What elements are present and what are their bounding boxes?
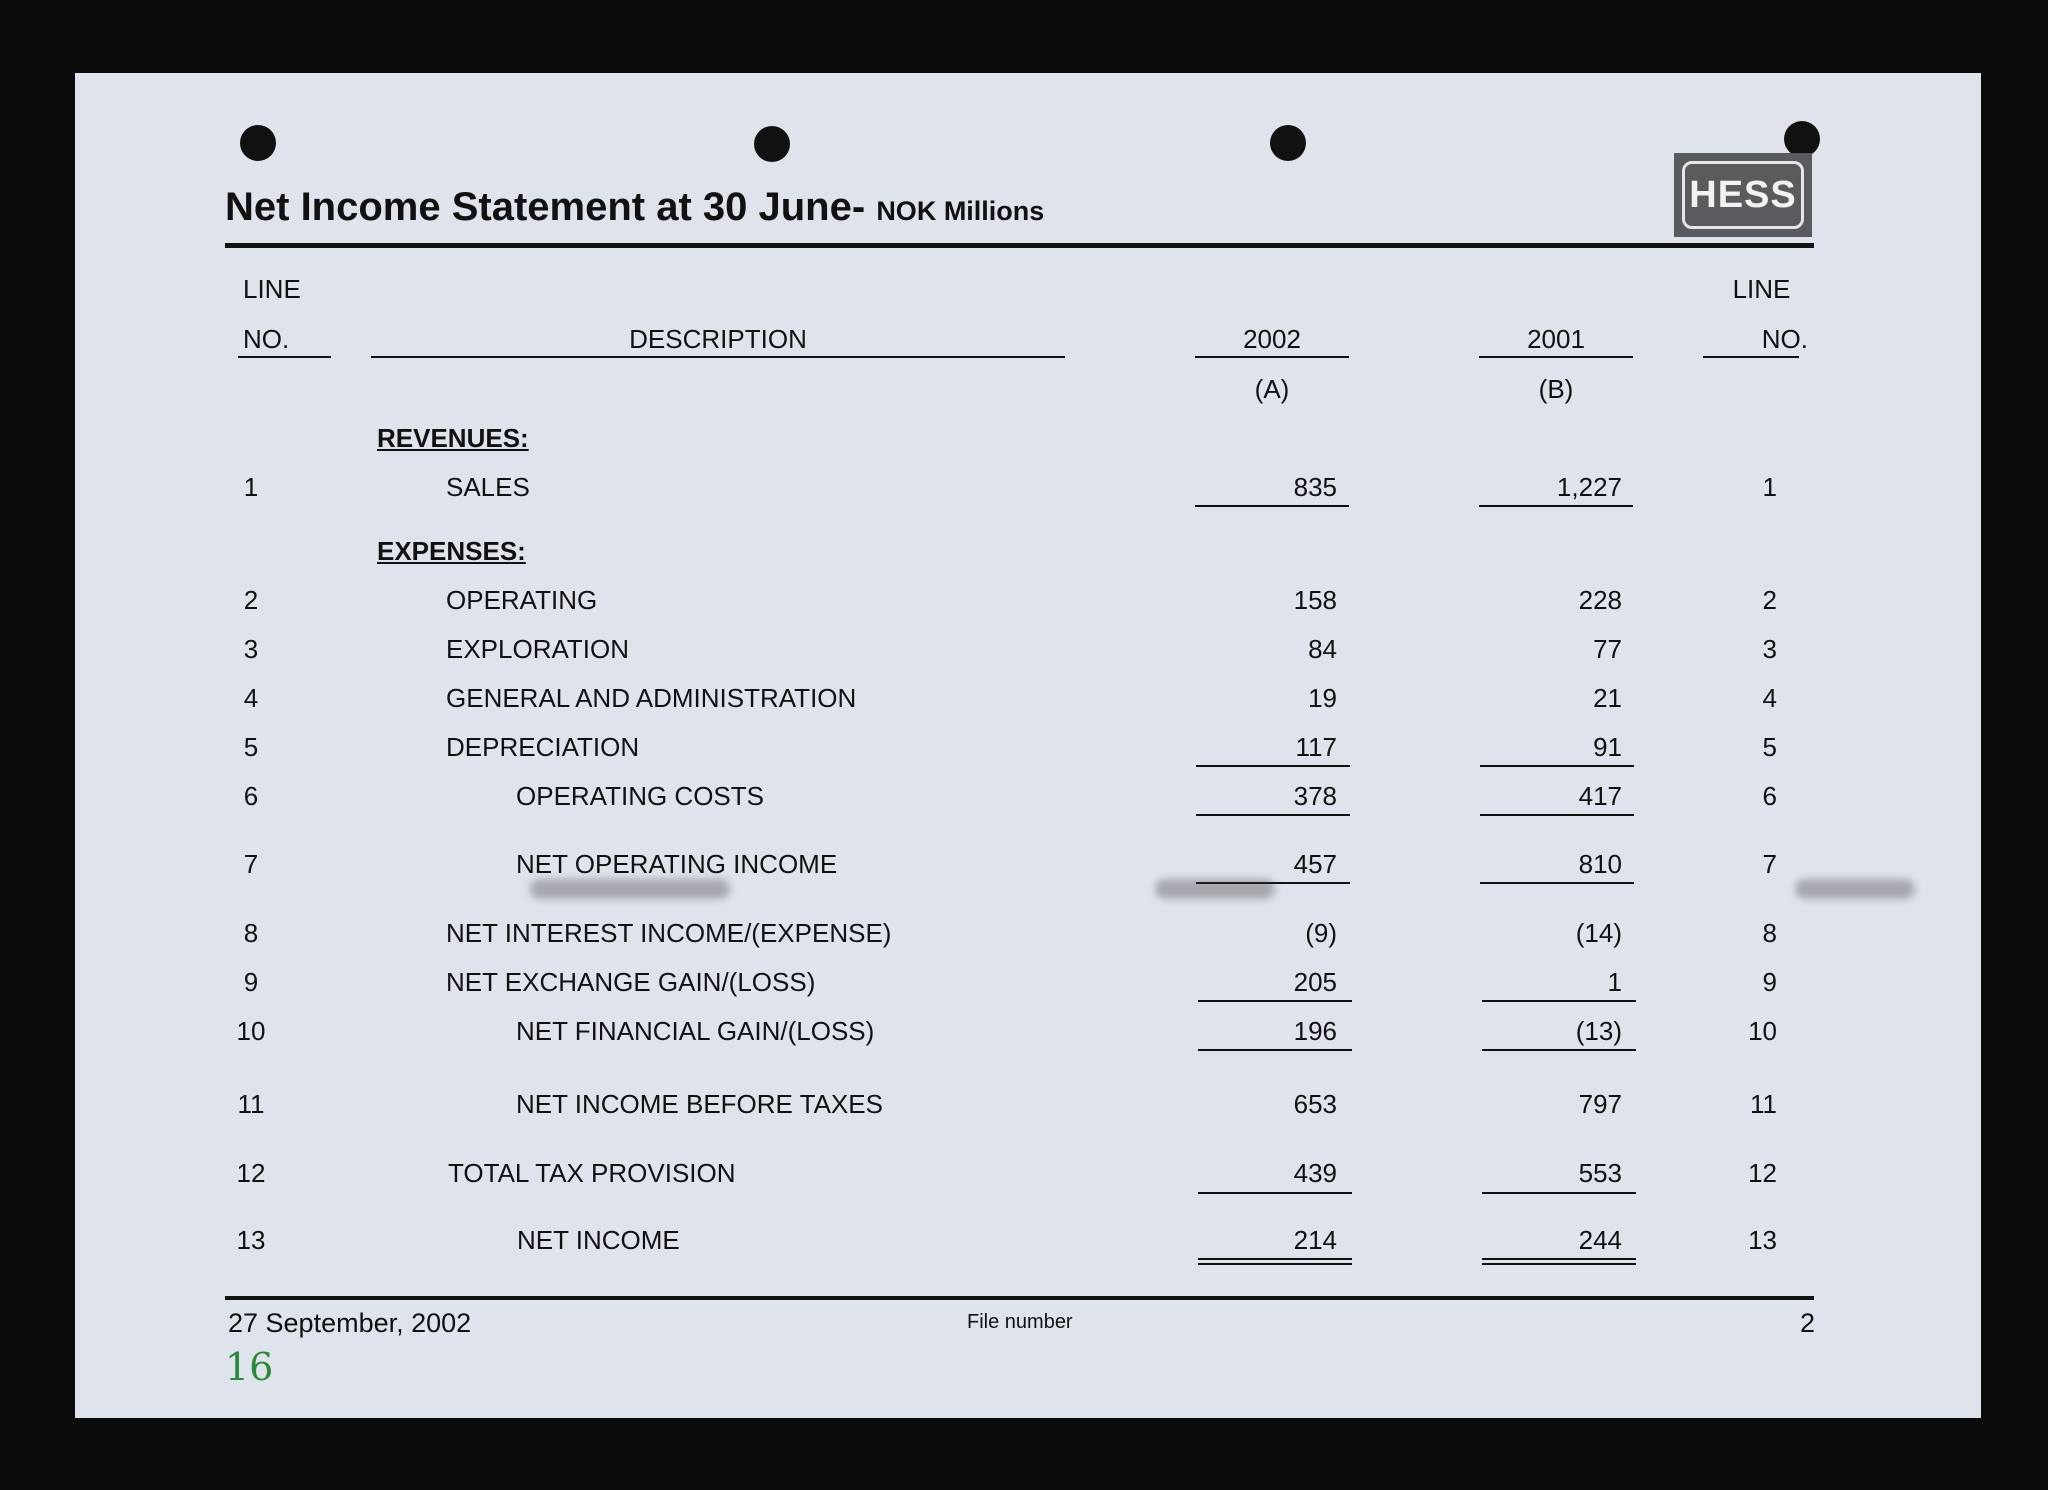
line-no-right: 2 [1762,585,1777,615]
value-2001: 1 [1607,967,1622,997]
punch-hole [1270,125,1306,161]
underline [1195,356,1349,358]
underline [1480,814,1634,816]
value-2002: 196 [1293,1016,1337,1046]
row-description: GENERAL AND ADMINISTRATION [446,683,857,713]
line-no-left: 8 [243,918,259,948]
value-2001: 797 [1578,1089,1622,1119]
logo-frame [1682,161,1804,229]
line-no-right: 5 [1762,732,1777,762]
title-main: Net Income Statement at 30 June- [225,185,866,229]
section-expenses: EXPENSES: [377,536,526,566]
document-page [75,73,1981,1418]
handwritten-note: 16 [225,1345,274,1389]
line-no-left: 6 [243,781,259,811]
row-description: NET EXCHANGE GAIN/(LOSS) [446,967,816,997]
underline [1479,505,1633,507]
header-no-right: NO. [1761,324,1808,354]
row-description: NET INCOME BEFORE TAXES [516,1089,883,1119]
double-underline [1482,1258,1636,1260]
value-2002: 84 [1308,634,1337,664]
value-2002: 835 [1293,472,1337,502]
line-no-left: 11 [237,1089,265,1119]
underline [1196,765,1350,767]
line-no-left: 13 [236,1225,266,1255]
value-2002: 214 [1293,1225,1337,1255]
row-description: OPERATING COSTS [516,781,764,811]
scan-smudge [530,879,730,899]
underline [1196,814,1350,816]
value-2002: 117 [1295,732,1337,762]
value-2001: 77 [1593,634,1622,664]
line-no-right: 12 [1748,1158,1777,1188]
underline [1480,765,1634,767]
value-2001: 244 [1578,1225,1622,1255]
line-no-left: 2 [243,585,259,615]
value-2002: 378 [1293,781,1337,811]
line-no-left: 4 [243,683,259,713]
line-no-right: 1 [1762,472,1777,502]
underline [1482,1000,1636,1002]
underline [238,356,331,358]
scan-smudge [1795,879,1915,899]
value-2002: 19 [1308,683,1337,713]
header-no-left: NO. [243,324,290,354]
value-2001: 810 [1578,849,1622,879]
value-2002: 457 [1293,849,1337,879]
line-no-left: 1 [243,472,259,502]
line-no-right: 8 [1762,918,1777,948]
double-underline [1482,1263,1636,1265]
line-no-left: 9 [243,967,259,997]
value-2001: 417 [1578,781,1622,811]
value-2001: (13) [1575,1016,1622,1046]
header-line-right: LINE [1732,274,1791,304]
punch-hole [754,126,790,162]
footer-date: 27 September, 2002 [228,1308,472,1338]
value-2002: 158 [1293,585,1337,615]
line-no-right: 13 [1748,1225,1777,1255]
line-no-right: 9 [1762,967,1777,997]
underline [1703,356,1799,358]
header-col-b-tag: (B) [1538,374,1574,404]
header-rule [225,243,1814,248]
row-description: OPERATING [446,585,598,615]
line-no-right: 4 [1762,683,1777,713]
line-no-right: 11 [1750,1089,1777,1119]
underline [1479,356,1633,358]
header-description: DESCRIPTION [629,324,807,354]
line-no-right: 3 [1762,634,1777,664]
header-line-left: LINE [243,274,301,304]
line-no-left: 5 [243,732,259,762]
row-description: NET FINANCIAL GAIN/(LOSS) [516,1016,875,1046]
scan-smudge [1155,879,1275,899]
value-2001: 1,227 [1556,472,1622,502]
line-no-right: 6 [1762,781,1777,811]
page-title [225,185,1044,230]
underline [1198,1000,1352,1002]
row-description: SALES [446,472,530,502]
punch-hole [240,125,276,161]
header-col-a-tag: (A) [1254,374,1290,404]
underline [1198,1192,1352,1194]
underline [1198,1049,1352,1051]
row-description: TOTAL TAX PROVISION [448,1158,736,1188]
line-no-right: 7 [1762,849,1777,879]
line-no-left: 12 [236,1158,266,1188]
section-revenues: REVENUES: [377,423,529,453]
value-2002: 205 [1293,967,1337,997]
underline [1480,882,1634,884]
page-number: 2 [1800,1308,1816,1338]
value-2001: 228 [1578,585,1622,615]
value-2002: 653 [1293,1089,1337,1119]
value-2001: 553 [1578,1158,1622,1188]
row-description: NET INCOME [517,1225,680,1255]
line-no-left: 10 [236,1016,266,1046]
header-2001: 2001 [1527,324,1585,354]
title-unit: NOK Millions [876,196,1045,226]
double-underline [1198,1258,1352,1260]
value-2001: 21 [1593,683,1622,713]
underline [371,356,1065,358]
hess-logo [1674,153,1812,237]
footer-rule [225,1296,1814,1300]
header-2002: 2002 [1243,324,1301,354]
line-no-left: 3 [243,634,259,664]
row-description: NET OPERATING INCOME [516,849,838,879]
underline [1195,505,1349,507]
underline [1482,1192,1636,1194]
logo-text: HESS [1689,173,1797,216]
punch-hole [1784,121,1820,157]
double-underline [1198,1263,1352,1265]
footer-file-number: File number [967,1311,1073,1333]
row-description: EXPLORATION [446,634,630,664]
row-description: NET INTEREST INCOME/(EXPENSE) [446,918,892,948]
line-no-left: 7 [243,849,259,879]
value-2002: (9) [1305,918,1337,948]
value-2001: (14) [1575,918,1622,948]
value-2001: 91 [1593,732,1622,762]
value-2002: 439 [1293,1158,1337,1188]
underline [1482,1049,1636,1051]
line-no-right: 10 [1748,1016,1777,1046]
row-description: DEPRECIATION [446,732,640,762]
